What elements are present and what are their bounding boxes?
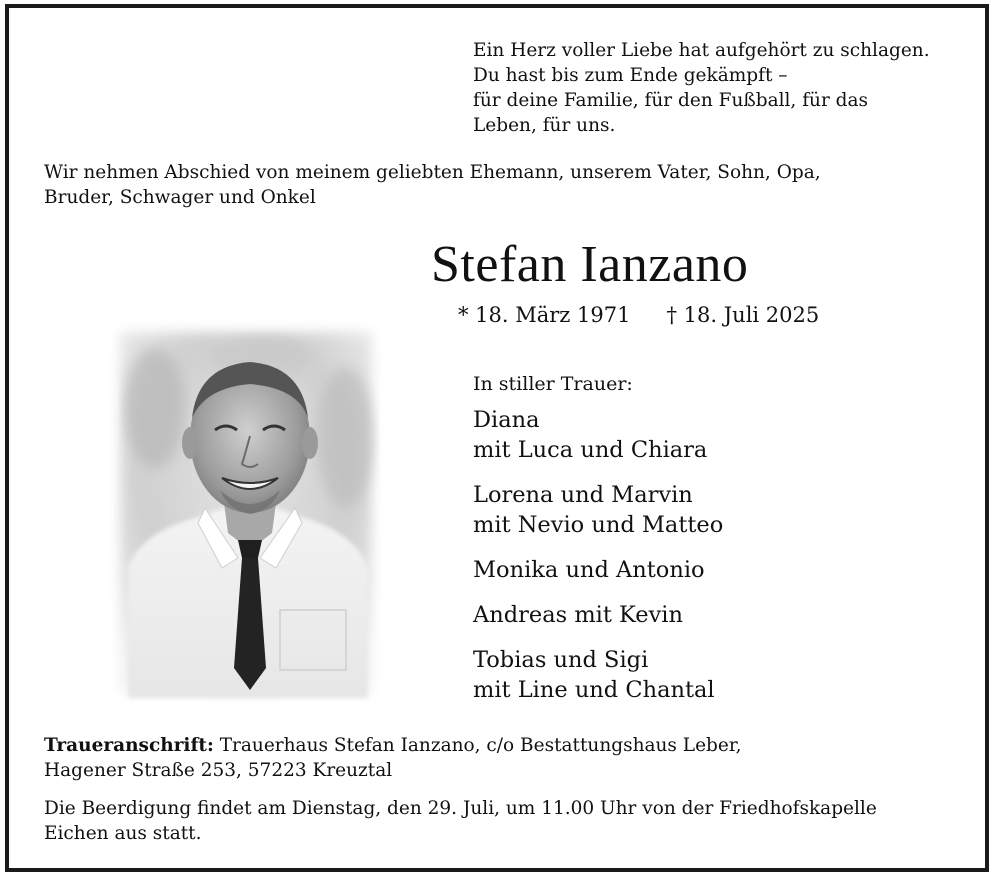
deceased-name: Stefan Ianzano [431, 236, 749, 293]
poem-line: Ein Herz voller Liebe hat aufgehört zu schlagen. [473, 40, 930, 61]
mourner-line: Diana [473, 407, 540, 433]
intro-line: Wir nehmen Abschied von meinem geliebten Ehemann, unserem Vater, Sohn, Opa, [44, 162, 821, 183]
poem-line: für deine Familie, für den Fußball, für das [473, 90, 869, 111]
death-date: † 18. Juli 2025 [666, 303, 820, 327]
mourner-line: Monika und Antonio [473, 557, 705, 583]
mourner-group [473, 600, 723, 630]
mourner-line: Tobias und Sigi [473, 647, 649, 673]
address-line-1 [44, 733, 944, 758]
address-line-2: Hagener Straße 253, 57223 Kreuztal [44, 760, 393, 781]
mourner-line: Lorena und Marvin [473, 482, 693, 508]
mourner-group [473, 555, 723, 585]
address-label: Traueranschrift: [44, 735, 214, 756]
mourner-group [473, 405, 723, 465]
mourner-line: Andreas mit Kevin [473, 602, 683, 628]
poem-line: Du hast bis zum Ende gekämpft – [473, 65, 788, 86]
life-dates [458, 301, 819, 329]
mourners-label: In stiller Trauer: [473, 373, 633, 395]
mourner-line: mit Line und Chantal [473, 677, 715, 703]
farewell-intro [44, 160, 944, 210]
mourner-group [473, 480, 723, 540]
poem [473, 38, 973, 138]
funeral-notice [44, 796, 964, 846]
funeral-line: Die Beerdigung findet am Dienstag, den 29. Juli, um 11.00 Uhr von der Friedhofskapelle [44, 798, 877, 819]
funeral-line: Eichen aus statt. [44, 823, 202, 844]
poem-line: Leben, für uns. [473, 115, 616, 136]
intro-line: Bruder, Schwager und Onkel [44, 187, 316, 208]
birth-date: * 18. März 1971 [458, 303, 631, 327]
mourner-line: mit Nevio und Matteo [473, 512, 724, 538]
mourner-group [473, 645, 723, 705]
mourning-address [44, 733, 944, 783]
mourner-line: mit Luca und Chiara [473, 437, 708, 463]
address-text: Trauerhaus Stefan Ianzano, c/o Bestattungshaus Leber, [219, 735, 742, 756]
portrait-photo [110, 318, 382, 706]
mourners-list [473, 405, 723, 720]
